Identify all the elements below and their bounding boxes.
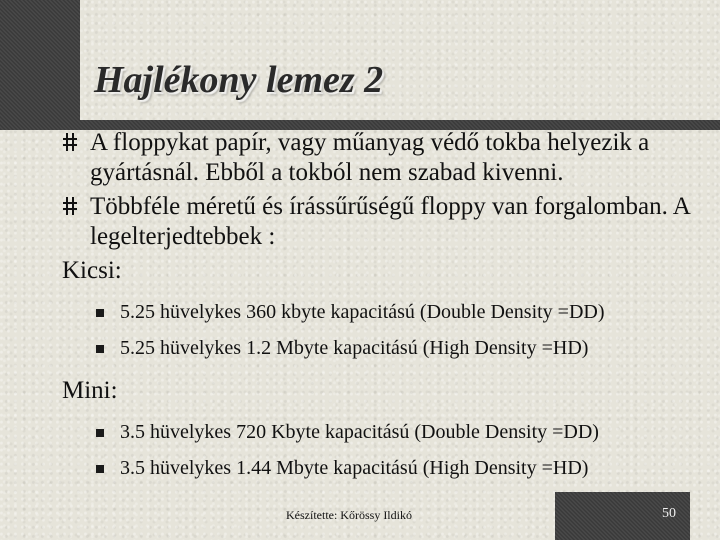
list-item bbox=[62, 330, 712, 366]
hash-bullet-icon bbox=[62, 132, 78, 152]
bullet-item bbox=[62, 192, 712, 252]
hash-bullet-icon bbox=[62, 196, 78, 216]
square-bullet-icon bbox=[96, 345, 104, 353]
bullet-item bbox=[62, 128, 712, 188]
footer-author: Készítette: Kőrössy Ildikó bbox=[286, 508, 412, 522]
sub-list-mini bbox=[62, 414, 712, 486]
title-side-bar bbox=[0, 0, 80, 126]
list-item bbox=[62, 414, 712, 450]
list-item bbox=[62, 294, 712, 330]
slide-content bbox=[62, 128, 712, 496]
square-bullet-icon bbox=[96, 309, 104, 317]
sub-list-kicsi bbox=[62, 294, 712, 366]
group-label-mini: Mini: bbox=[62, 377, 118, 404]
square-bullet-icon bbox=[96, 465, 104, 473]
bullet-text: A floppykat papír, vagy műanyag védő tokba helyezik a gyártásnál. Ebből a tokból nem szabad kivenni. bbox=[90, 129, 650, 186]
list-item-text: 3.5 hüvelykes 1.44 Mbyte kapacitású (High Density =HD) bbox=[120, 457, 589, 479]
square-bullet-icon bbox=[96, 429, 104, 437]
list-item-text: 5.25 hüvelykes 1.2 Mbyte kapacitású (High Density =HD) bbox=[120, 337, 589, 359]
slide-title: Hajlékony lemez 2 bbox=[94, 59, 384, 101]
list-item-text: 3.5 hüvelykes 720 Kbyte kapacitású (Double Density =DD) bbox=[120, 421, 599, 443]
list-item-text: 5.25 hüvelykes 360 kbyte kapacitású (Double Density =DD) bbox=[120, 301, 605, 323]
bullet-text: Többféle méretű és írássűrűségű floppy van forgalomban. A legelterjedtebbek : bbox=[90, 193, 690, 250]
list-item bbox=[62, 450, 712, 486]
group-label-kicsi: Kicsi: bbox=[62, 257, 122, 284]
page-number: 50 bbox=[662, 506, 676, 521]
